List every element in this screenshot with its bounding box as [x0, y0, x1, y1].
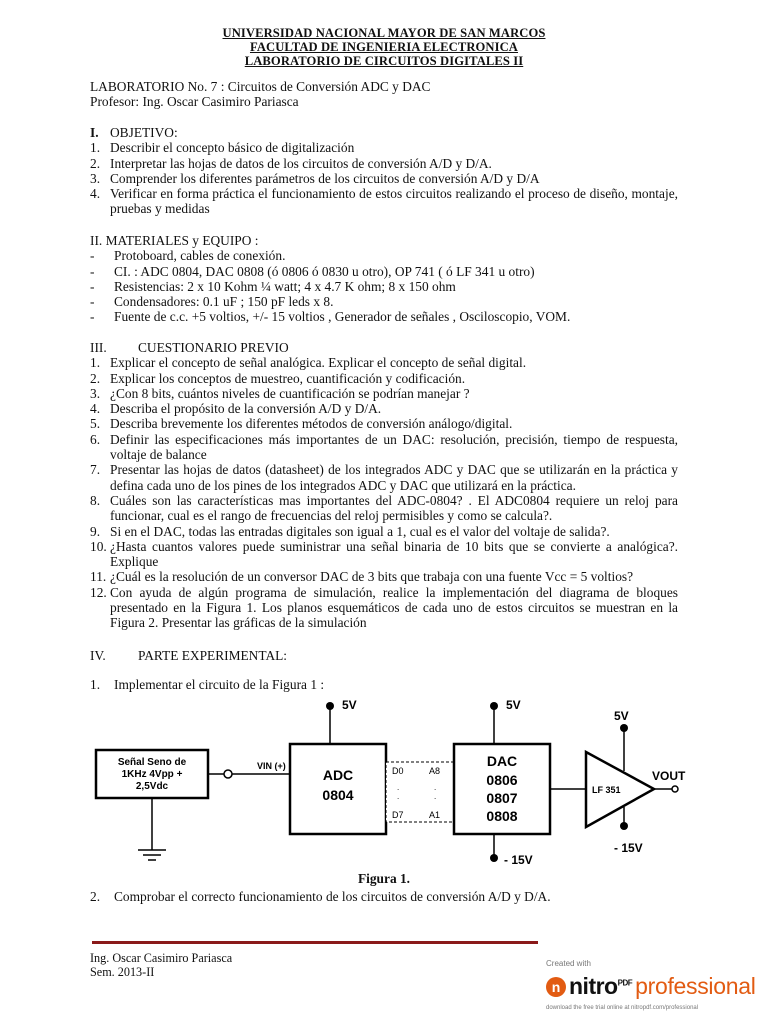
opamp-neg-node — [620, 822, 628, 830]
bus-a1: A1 — [429, 810, 441, 820]
dac-supply-label: 5V — [506, 698, 521, 712]
section-number: I. — [90, 125, 99, 140]
item-text: Describa brevemente los diferentes métodos de conversión análogo/digital. — [110, 416, 513, 432]
item-text: Comprobar el correcto funcionamiento de los circuitos de conversión A/D y D/A. — [114, 889, 551, 904]
nitro-icon: n — [546, 977, 566, 997]
faculty-name: FACULTAD DE INGENIERIA ELECTRONICA — [249, 40, 519, 54]
item-text: Describa el propósito de la conversión A/D y D/A. — [110, 401, 382, 417]
item-bullet: - — [90, 294, 95, 310]
item-bullet: - — [90, 263, 95, 279]
nitro-brand: nitro$^{PDF}$ — [569, 973, 633, 999]
item-bullet: - — [90, 248, 95, 264]
section-number: IV. — [90, 648, 106, 663]
item-number: 3. — [90, 385, 101, 401]
list-item — [90, 539, 678, 570]
list-item — [90, 569, 678, 584]
item-number: 7. — [90, 462, 101, 478]
list-item — [90, 889, 678, 905]
list-item — [90, 585, 678, 631]
nitro-logo — [546, 973, 756, 1000]
item-text: CI. : ADC 0804, DAC 0808 (ó 0806 ó 0830 u otro), OP 741 ( ó LF 341 u otro) — [114, 263, 535, 279]
adc-supply-label: 5V — [342, 698, 357, 712]
dac-supply-node — [490, 702, 498, 710]
opamp-neg-label: - 15V — [614, 841, 643, 855]
list-item — [90, 248, 678, 263]
item-text: Presentar las hojas de datos (datasheet) de los integrados ADC y DAC que se utilizarán en la práctica y defina cada uno de los pines de los integrados ADC y DAC que utilizará en la práctica. — [110, 462, 678, 493]
list-item — [90, 493, 678, 524]
item-number: 9. — [90, 523, 101, 539]
item-number: 3. — [90, 170, 101, 186]
experimental-section — [90, 648, 678, 693]
list-item — [90, 186, 678, 217]
list-item — [90, 140, 678, 155]
item-text: Implementar el circuito de la Figura 1 : — [114, 677, 325, 693]
list-item — [90, 416, 678, 431]
generator-label-2: 1KHz 4Vpp + — [121, 769, 183, 780]
generator-label-3: 2,5Vdc — [135, 781, 169, 792]
list-item — [90, 264, 678, 279]
item-bullet: - — [90, 278, 95, 294]
item-text: Protoboard, cables de conexión. — [114, 248, 286, 264]
objetivo-section — [90, 125, 678, 217]
section-title: CUESTIONARIO PREVIO — [138, 340, 289, 355]
footer-rule — [92, 941, 538, 944]
item-text: Explicar el concepto de señal analógica. Explicar el concepto de señal digital. — [110, 355, 527, 371]
nitro-product: professional — [635, 973, 756, 999]
item-text: Comprender los diferentes parámetros de los circuitos de conversión A/D y D/A — [110, 170, 540, 186]
section-heading — [90, 648, 678, 663]
document-header — [0, 26, 768, 68]
list-item — [90, 279, 678, 294]
list-item — [90, 677, 678, 692]
list-item — [90, 171, 678, 186]
item-text: Describir el concepto básico de digitalización — [110, 140, 355, 156]
item-number: 8. — [90, 492, 101, 508]
item-text: Definir las especificaciones más importantes de un DAC: resolución, precisión, tiempo de respuesta, voltaje de balance — [110, 431, 678, 463]
item-text: Si en el DAC, todas las entradas digitales son igual a 1, cual es el valor del voltaje de salida?. — [110, 523, 610, 539]
nitro-watermark — [546, 959, 766, 1021]
svg-text:.: . — [434, 783, 437, 792]
item-number: 11. — [90, 569, 107, 585]
vout-node — [672, 786, 678, 792]
figure-1-block-diagram — [86, 692, 696, 892]
list-item — [90, 524, 678, 539]
item-text: Verificar en forma práctica el funcionamiento de estos circuitos realizando el proceso de diseño, montaje, pruebas y medidas — [110, 186, 678, 217]
item-number: 2. — [90, 155, 101, 171]
opamp-pos-label: 5V — [614, 709, 629, 723]
vin-label: VIN (+) — [257, 761, 286, 771]
item-text: Fuente de c.c. +5 voltios, +/- 15 voltios , Generador de señales , Osciloscopio, VOM. — [114, 309, 571, 325]
adc-part: 0804 — [322, 787, 354, 803]
item-text: Cuáles son las características mas importantes del ADC-0804? . El ADC0804 requiere un reloj para funcionar, cual es el rango de frecuencias del reloj permisibles y como se calcula?. — [110, 492, 678, 524]
figure-caption: Figura 1. — [357, 871, 411, 886]
list-item — [90, 462, 678, 493]
list-item — [90, 294, 678, 309]
list-item — [90, 401, 678, 416]
dac-part-3: 0808 — [486, 808, 518, 824]
adc-supply-node — [326, 702, 334, 710]
professor-line: Profesor: Ing. Oscar Casimiro Pariasca — [90, 94, 299, 110]
item-text: Resistencias: 2 x 10 Kohm ¼ watt; 4 x 4.7 K ohm; 8 x 150 ohm — [114, 278, 456, 294]
university-name: UNIVERSIDAD NACIONAL MAYOR DE SAN MARCOS — [222, 26, 546, 40]
item-number: 6. — [90, 431, 101, 447]
item-number: 12. — [90, 584, 107, 600]
item-number: 2. — [90, 889, 101, 904]
list-item — [90, 309, 678, 324]
list-item — [90, 156, 678, 171]
svg-text:.: . — [397, 783, 400, 792]
dac-neg-label: - 15V — [504, 853, 533, 867]
item-number: 1. — [90, 140, 101, 156]
dac-neg-node — [490, 854, 498, 862]
watermark-url: download the free trial online at nitropdf.com/professional — [546, 1005, 699, 1011]
item-number: 2. — [90, 370, 101, 386]
generator-label-1: Señal Seno de — [117, 757, 187, 768]
list-item — [90, 386, 678, 401]
list-item — [90, 371, 678, 386]
item-text: ¿Cuál es la resolución de un conversor DAC de 3 bits que trabaja con una fuente Vcc = 5 voltios? — [110, 569, 634, 585]
opamp-label: LF 351 — [592, 785, 621, 795]
section-heading — [90, 125, 678, 140]
item-number: 4. — [90, 186, 101, 202]
lab-title: LABORATORIO No. 7 : Circuitos de Conversión ADC y DAC — [90, 79, 431, 94]
vout-label: VOUT — [652, 769, 686, 783]
section-title: II. MATERIALES y EQUIPO : — [90, 233, 259, 248]
lab-name: LABORATORIO DE CIRCUITOS DIGITALES II — [244, 54, 524, 68]
dac-part-2: 0807 — [486, 790, 518, 806]
svg-text:.: . — [434, 792, 437, 801]
watermark-created: Created with — [546, 959, 591, 968]
section-title: PARTE EXPERIMENTAL: — [138, 648, 288, 663]
item-text: Con ayuda de algún programa de simulación, realice la implementación del diagrama de bloques presentado en la Figura 1. Los planos esquemáticos de cada uno de estos circuitos se muestran en la Figura 2. Presentar las gráficas de la simulación — [110, 584, 678, 631]
item-text: Condensadores: 0.1 uF ; 150 pF leds x 8. — [114, 294, 334, 310]
bus-d7: D7 — [392, 810, 404, 820]
section-number: III. — [90, 340, 107, 355]
list-item — [90, 355, 678, 370]
list-item — [90, 432, 678, 463]
item-bullet: - — [90, 309, 95, 325]
item-number: 10. — [90, 538, 107, 554]
item-text: Interpretar las hojas de datos de los circuitos de conversión A/D y D/A. — [110, 155, 492, 171]
footer-semester: Sem. 2013-II — [90, 964, 155, 979]
section-title: OBJETIVO: — [110, 125, 178, 140]
lab-intro — [90, 79, 678, 110]
bus-a8: A8 — [429, 766, 441, 776]
item-number: 1. — [90, 355, 101, 371]
svg-text:.: . — [397, 792, 400, 801]
adc-label: ADC — [322, 767, 354, 783]
footer — [90, 952, 232, 979]
item-number: 4. — [90, 401, 101, 417]
item-number: 1. — [90, 677, 101, 693]
section-heading — [90, 340, 678, 355]
opamp-pos-node — [620, 724, 628, 732]
materiales-section — [90, 233, 678, 325]
dac-part-1: 0806 — [486, 772, 518, 788]
item-number: 5. — [90, 416, 101, 432]
footer-author: Ing. Oscar Casimiro Pariasca — [90, 951, 233, 965]
bus-d0: D0 — [392, 766, 404, 776]
dac-label: DAC — [486, 753, 518, 769]
vin-node — [224, 770, 232, 778]
item-text: ¿Con 8 bits, cuántos niveles de cuantificación se podrían manejar ? — [110, 385, 470, 401]
cuestionario-section — [90, 340, 678, 631]
item-text: ¿Hasta cuantos valores puede suministrar una señal binaria de 10 bits que se convierte a analógica?. Explique — [110, 538, 678, 570]
item-text: Explicar los conceptos de muestreo, cuantificación y codificación. — [110, 370, 466, 386]
